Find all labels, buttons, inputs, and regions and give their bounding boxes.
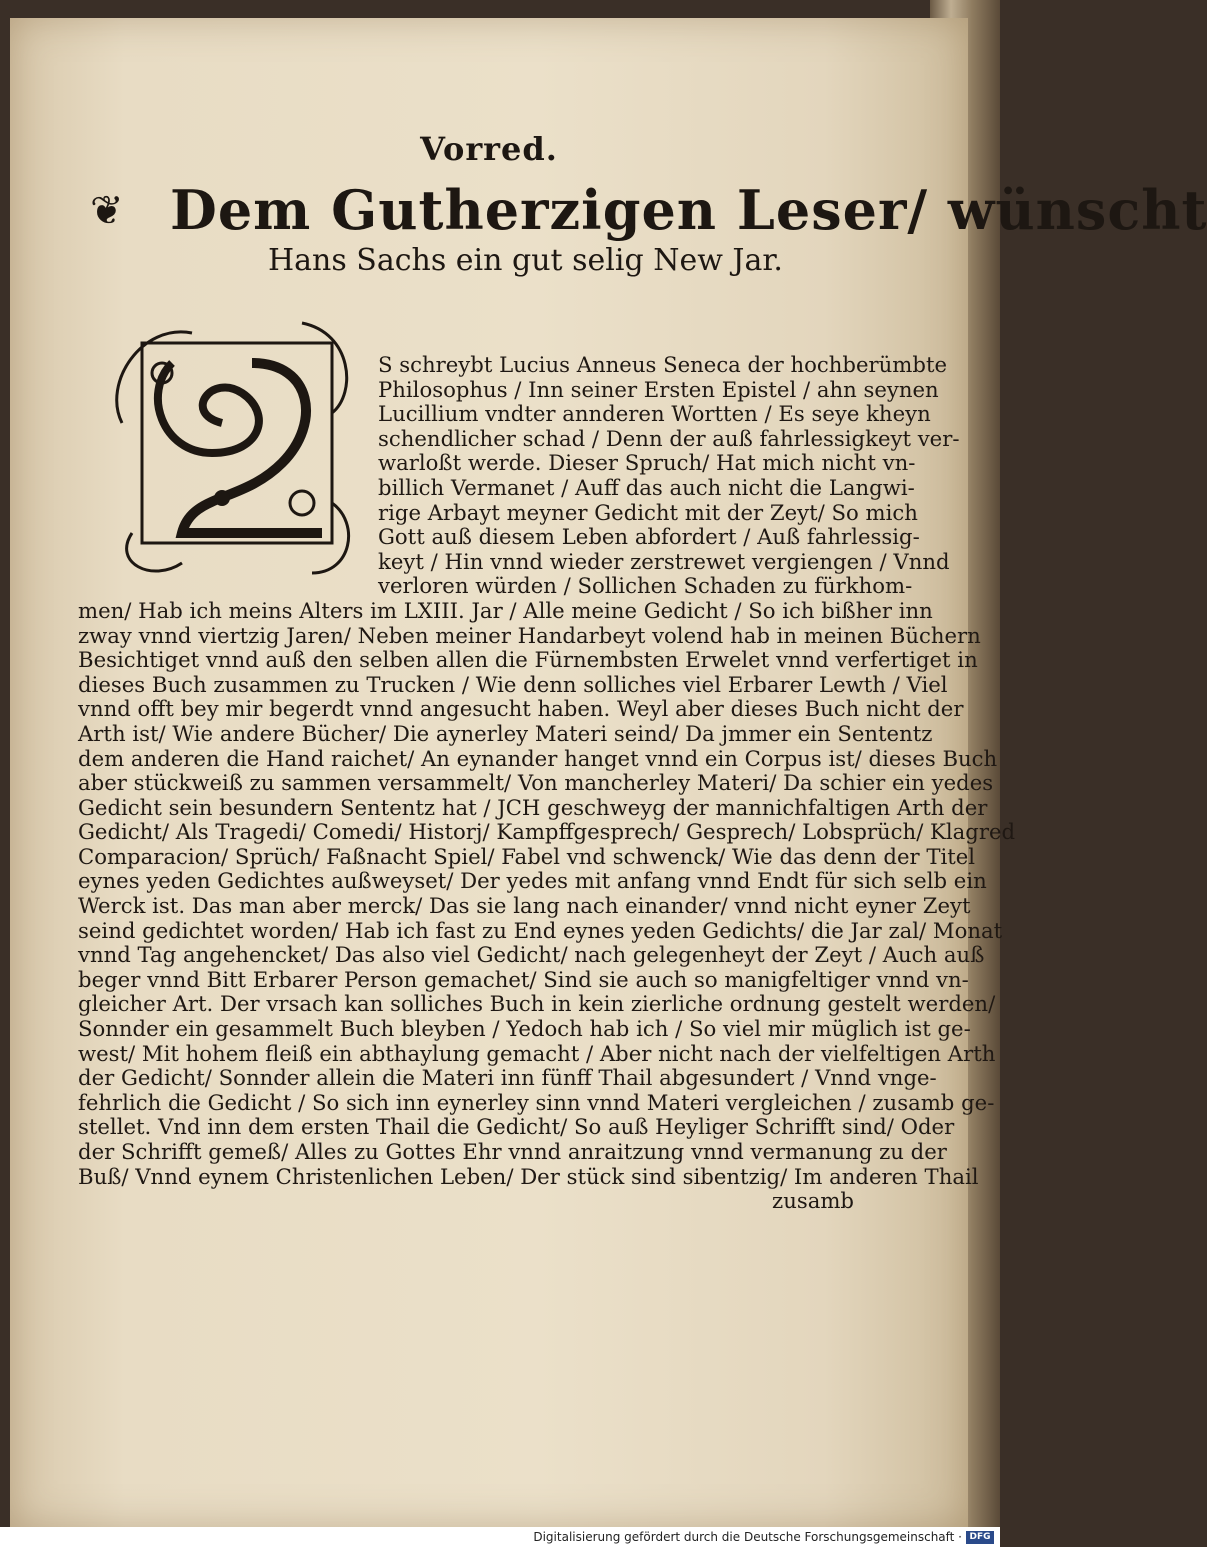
text-line: Werck ist. Das man aber merck/ Das sie lang nach einander/ vnnd nicht eyner Zeyt [78,893,971,919]
footer-bar [0,1527,1000,1547]
text-line: schendlicher schad / Denn der auß fahrlessigkeyt ver- [378,425,960,451]
text-line: rige Arbayt meyner Gedicht mit der Zeyt/ So mich [378,499,918,525]
dfg-logo-icon: DFG [966,1531,994,1544]
text-line: Gedicht/ Als Tragedi/ Comedi/ Historj/ Kampffgesprech/ Gesprech/ Lobsprüch/ Klagred [78,819,1016,845]
running-head: Vorred. [420,130,558,168]
funding-credit: Digitalisierung gefördert durch die Deutsche Forschungsgemeinschaft · [533,1530,962,1544]
text-line: stellet. Vnd inn dem ersten Thail die Gedicht/ So auß Heyliger Schrifft sind/ Oder [78,1114,955,1140]
text-line: Buß/ Vnnd eynem Christenlichen Leben/ Der stück sind sibentzig/ Im anderen Thail [78,1163,979,1189]
text-line: der Gedicht/ Sonnder allein die Materi inn fünff Thail abgesundert / Vnnd vnge- [78,1065,937,1091]
text-line: Philosophus / Inn seiner Ersten Epistel / ahn seynen [378,376,939,402]
text-line: Besichtiget vnnd auß den selben allen die Fürnembsten Erwelet vnnd verfertiget in [78,647,978,673]
text-line: men/ Hab ich meins Alters im LXIII. Jar / Alle meine Gedicht / So ich bißher inn [78,597,933,623]
text-line: aber stückweiß zu sammen versammelt/ Von mancherley Materi/ Da schier ein yedes [78,770,994,796]
text-line: beger vnnd Bitt Erbarer Person gemachet/ Sind sie auch so manigfeltiger vnnd vn- [78,966,969,992]
text-line: Lucillium vndter annderen Wortten / Es seye kheyn [378,401,931,427]
text-line: fehrlich die Gedicht / So sich inn eynerley sinn vnnd Materi vergleichen / zusamb ge- [78,1089,995,1115]
text-line: Sonnder ein gesammelt Buch bleyben / Yedoch hab ich / So viel mir müglich ist ge- [78,1016,971,1042]
text-line: gleicher Art. Der vrsach kan solliches Buch in kein zierliche ordnung gestelt werden/ [78,991,996,1017]
text-line: zway vnnd viertzig Jaren/ Neben meiner Handarbeyt volend hab in meinen Büchern [78,622,981,648]
book-page [10,18,1207,1528]
text-line: warloßt werde. Dieser Spruch/ Hat mich nicht vn- [378,450,916,476]
page-title: Dem Gutherzigen Leser/ wünscht [170,178,1207,242]
text-line: dem anderen die Hand raichet/ An eynander hanget vnnd ein Corpus ist/ dieses Buch [78,745,998,771]
text-line: dieses Buch zusammen zu Trucken / Wie denn solliches viel Erbarer Lewth / Viel [78,671,948,697]
text-line: billich Vermanet / Auff das auch nicht die Langwi- [378,474,915,500]
text-line: keyt / Hin vnnd wieder zerstrewet vergiengen / Vnnd [378,548,950,574]
text-line: west/ Mit hohem fleiß ein abthaylung gemacht / Aber nicht nach der vielfeltigen Arth [78,1040,996,1066]
text-line: S schreybt Lucius Anneus Seneca der hochberümbte [378,352,948,377]
text-line: verloren würden / Sollichen Schaden zu fürkhom- [378,573,913,599]
text-line: vnnd offt bey mir begerdt vnnd angesucht haben. Weyl aber dieses Buch nicht der [78,696,964,722]
text-line: eynes yeden Gedichtes außweyset/ Der yedes mit anfang vnnd Endt für sich selb ein [78,868,987,894]
body-text [78,352,1016,1214]
fleuron-icon: ❦ [90,188,124,234]
text-line: seind gedichtet worden/ Hab ich fast zu End eynes yeden Gedichts/ die Jar zal/ Monat [78,917,1003,943]
text-line: Comparacion/ Sprüch/ Faßnacht Spiel/ Fabel vnd schwenck/ Wie das denn der Titel [78,843,976,869]
text-line: Arth ist/ Wie andere Bücher/ Die aynerley Materi seind/ Da jmmer ein Sententz [78,720,933,746]
text-line: der Schrifft gemeß/ Alles zu Gottes Ehr vnnd anraitzung vnnd vermanung zu der [78,1139,947,1164]
page-subtitle: Hans Sachs ein gut selig New Jar. [268,243,783,278]
catchword: zusamb [772,1188,854,1214]
text-line: Gott auß diesem Leben abfordert / Auß fahrlessig- [378,524,920,550]
text-line: Gedicht sein besundern Sententz hat / JCH geschweyg der mannichfaltigen Arth der [78,794,988,820]
text-line: vnnd Tag angehencket/ Das also viel Gedicht/ nach gelegenheyt der Zeyt / Auch auß [78,942,985,968]
